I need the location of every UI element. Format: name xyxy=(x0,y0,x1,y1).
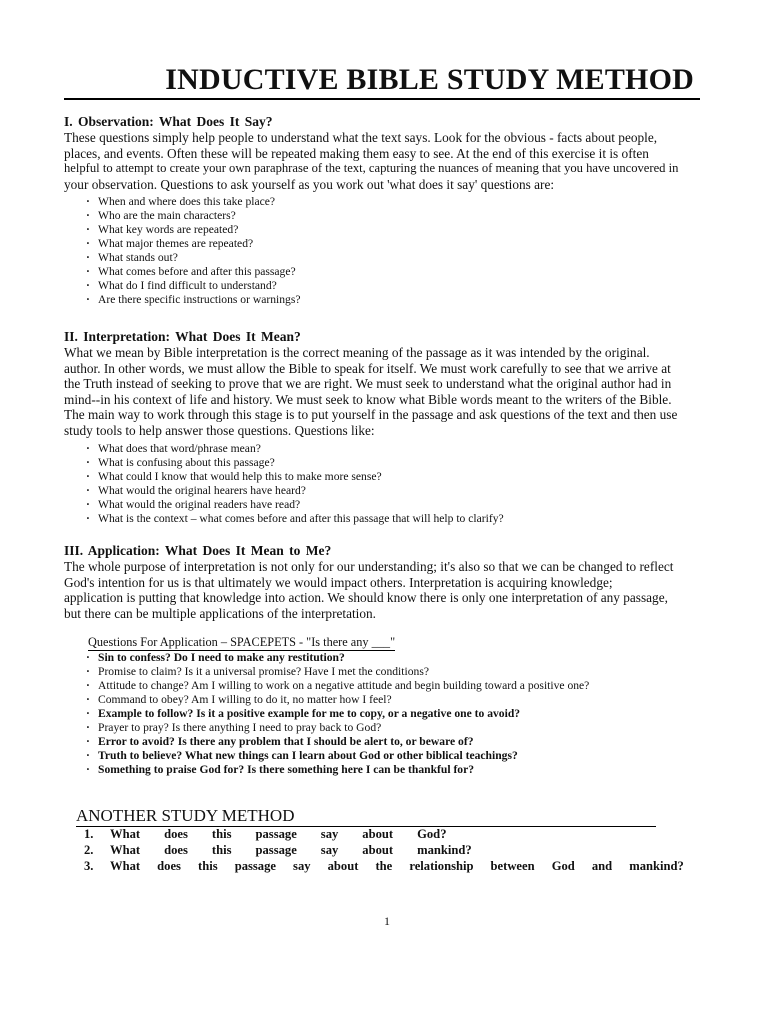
observation-line: your observation. Questions to ask yourself as you work out 'what does it say' questions are: xyxy=(64,176,555,192)
list-item: · What key words are repeated? xyxy=(86,223,704,237)
list-item: · What would the original hearers have heard? xyxy=(86,484,704,498)
application-line: but there can be multiple applications of the interpretation. xyxy=(64,605,377,621)
item-word: passage xyxy=(255,827,297,841)
item-word: passage xyxy=(255,843,297,857)
list-item: · What would the original readers have read? xyxy=(86,498,704,512)
item-word: this xyxy=(211,827,232,841)
list-item: · When and where does this take place? xyxy=(86,195,704,209)
item-word: say xyxy=(293,859,311,873)
list-item: · Example to follow? Is it a positive example for me to copy, or a negative one to avoid? xyxy=(86,707,704,721)
item-word: the xyxy=(375,859,393,873)
spacepets-heading: Questions For Application – SPACEPETS - "Is there any ___" xyxy=(88,635,396,650)
observation-line: helpful to attempt to create your own paraphrase of the text, capturing the nuances of meaning that you have uncovered in xyxy=(64,161,679,176)
item-word: passage xyxy=(234,859,276,873)
interpretation-questions xyxy=(64,442,704,526)
list-item: · What comes before and after this passage? xyxy=(86,265,704,279)
observation-paragraph xyxy=(64,130,704,192)
item-word: does xyxy=(164,843,188,857)
list-item: · What stands out? xyxy=(86,251,704,265)
interpretation-paragraph xyxy=(64,345,704,439)
observation-heading: I. Observation: What Does It Say? xyxy=(64,114,273,129)
item-text xyxy=(110,826,684,842)
interpretation-line: author. In other words, we must allow the Bible to speak for itself. We must work carefully to see that we arrive at xyxy=(64,360,671,376)
application-heading: III. Application: What Does It Mean to Me? xyxy=(64,543,332,558)
item-word: relationship xyxy=(409,859,474,873)
application-line: God's intention for us is that ultimately we would impact others. Interpretation is acquiring knowledge; xyxy=(64,574,613,590)
item-word: about xyxy=(362,827,394,841)
list-item: · Something to praise God for? Is there something here I can be thankful for? xyxy=(86,763,704,777)
list-item: · Promise to claim? Is it a universal promise? Have I met the conditions? xyxy=(86,665,704,679)
item-word: mankind? xyxy=(629,859,684,873)
list-item: · Are there specific instructions or warnings? xyxy=(86,293,704,307)
list-item: · What is the context – what comes before and after this passage that will help to clarify? xyxy=(86,512,704,526)
numbered-item xyxy=(84,842,684,858)
item-word: does xyxy=(157,859,181,873)
list-item: · Who are the main characters? xyxy=(86,209,704,223)
observation-line: These questions simply help people to understand what the text says. Look for the obvious - facts about people, xyxy=(64,130,658,145)
list-item: · Attitude to change? Am I willing to work on a negative attitude and begin building toward a positive one? xyxy=(86,679,704,693)
interpretation-line: study tools to help answer those questions. Questions like: xyxy=(64,422,375,438)
item-word: What xyxy=(110,843,141,857)
item-word: about xyxy=(327,859,359,873)
interpretation-heading: II. Interpretation: What Does It Mean? xyxy=(64,329,301,344)
interpretation-line: The main way to work through this stage is to put yourself in the passage and ask questions of the text and then use xyxy=(64,407,678,423)
list-item: · Sin to confess? Do I need to make any restitution? xyxy=(86,651,704,665)
page-title: INDUCTIVE BIBLE STUDY METHOD xyxy=(64,62,700,100)
item-number: 2. xyxy=(84,843,94,857)
item-word: about xyxy=(362,843,394,857)
list-item: · What could I know that would help this to make more sense? xyxy=(86,470,704,484)
item-word: this xyxy=(198,859,218,873)
item-number: 1. xyxy=(84,827,94,841)
observation-line: places, and events. Often these will be repeated making them easy to see. At the end of this exercise it is often xyxy=(64,145,649,161)
another-study-list xyxy=(84,826,684,874)
numbered-item xyxy=(84,826,684,842)
item-text xyxy=(110,842,684,858)
item-word: What xyxy=(110,827,141,841)
list-item: · What does that word/phrase mean? xyxy=(86,442,704,456)
list-item: · Command to obey? Am I willing to do it, no matter how I feel? xyxy=(86,693,704,707)
application-paragraph xyxy=(64,559,704,621)
observation-questions xyxy=(64,195,704,307)
numbered-item xyxy=(84,858,684,874)
page-number: 1 xyxy=(384,914,390,928)
item-word: say xyxy=(320,843,339,857)
item-word: God? xyxy=(417,827,447,841)
list-item: · Truth to believe? What new things can I learn about God or other biblical teachings? xyxy=(86,749,704,763)
application-line: The whole purpose of interpretation is not only for our understanding; it's also so that we can be changed to reflect xyxy=(64,559,674,574)
item-number: 3. xyxy=(84,859,94,873)
item-word: and xyxy=(591,859,613,873)
item-word: does xyxy=(164,827,188,841)
interpretation-section xyxy=(64,329,704,526)
interpretation-line: the Truth instead of seeking to prove that we are right. We must seek to understand what the original author had in xyxy=(64,376,672,392)
interpretation-line: What we mean by Bible interpretation is the correct meaning of the passage as it was intended by the original. xyxy=(64,345,650,360)
item-word: between xyxy=(490,859,535,873)
item-text xyxy=(110,858,684,874)
list-item: · What major themes are repeated? xyxy=(86,237,704,251)
list-item: · What is confusing about this passage? xyxy=(86,456,704,470)
item-word: What xyxy=(110,859,141,873)
observation-section xyxy=(64,114,704,307)
application-questions xyxy=(64,651,704,777)
list-item: · Error to avoid? Is there any problem that I should be alert to, or beware of? xyxy=(86,735,704,749)
application-section xyxy=(64,543,704,777)
list-item: · Prayer to pray? Is there anything I need to pray back to God? xyxy=(86,721,704,735)
list-item: · What do I find difficult to understand? xyxy=(86,279,704,293)
item-word: mankind? xyxy=(417,843,472,857)
application-line: application is putting that knowledge into action. We should know there is only one interpretation of any passage, xyxy=(64,590,668,606)
item-word: say xyxy=(320,827,339,841)
item-word: God xyxy=(551,859,575,873)
item-word: this xyxy=(211,843,232,857)
interpretation-line: mind--in his context of life and history. We must seek to know what Bible words meant to the writers of the Bible. xyxy=(64,391,672,407)
another-study-heading: ANOTHER STUDY METHOD xyxy=(76,806,656,827)
